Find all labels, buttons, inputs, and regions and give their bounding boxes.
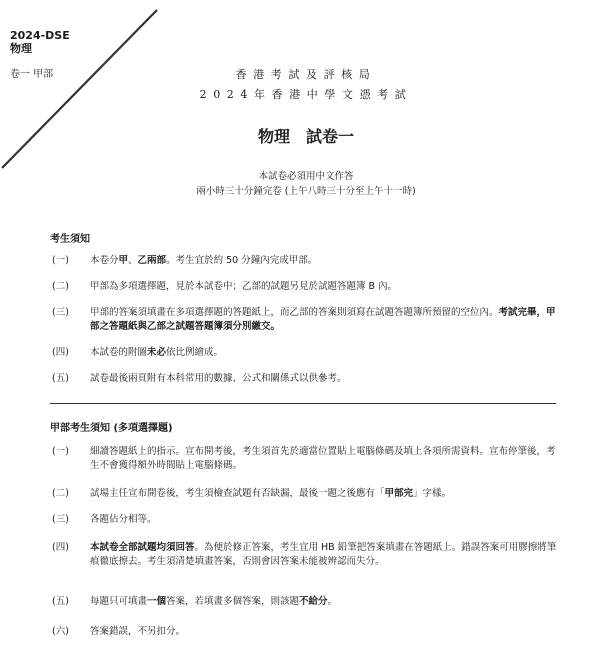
instruction-text-segment: 。為便於修正答案，考生宜用 HB 鉛筆把答案填畫在答題紙上。錯誤答案可用膠擦將筆痕徹底擦去。考生須清楚填畫答案，否則會因答案未能被辨認而失分。 bbox=[90, 542, 557, 567]
corner-exam-code: 2024-DSE bbox=[10, 29, 70, 42]
instruction-text bbox=[90, 595, 562, 609]
emphasis-text: 甲部完 bbox=[384, 488, 414, 499]
emphasis-text: 一個 bbox=[147, 596, 167, 607]
instruction-text-segment: 試場主任宣布開卷後，考生須檢查試題有否缺漏，最後一題之後應有「 bbox=[90, 488, 385, 499]
instruction-number: (二) bbox=[52, 488, 69, 499]
general-instructions-heading: 考生須知 bbox=[50, 234, 90, 245]
instruction-text bbox=[90, 625, 562, 639]
time-note: 兩小時三十分鐘完卷 (上午八時三十分至上午十一時) bbox=[196, 186, 416, 197]
instruction-text-segment: 甲部的答案須填畫在多項選擇題的答題紙上，而乙部的答案則須寫在試題答題簿所預留的空位內。 bbox=[90, 307, 499, 318]
instruction-text-segment: 。 bbox=[327, 596, 338, 607]
instruction-text-segment: 細讀答題紙上的指示。宣布開考後，考生須首先於適當位置貼上電腦條碼及填上各項所需資料。宣布停筆後，考生不會獲得額外時間貼上電腦條碼。 bbox=[90, 446, 556, 471]
paper-title: 物理 試卷一 bbox=[257, 127, 354, 146]
instruction-number: (六) bbox=[52, 626, 69, 637]
instruction-text bbox=[90, 254, 562, 268]
instruction-text-segment: 答案，若填畫多個答案，則該題 bbox=[166, 596, 300, 607]
instruction-number: (四) bbox=[52, 347, 69, 358]
instruction-item bbox=[52, 306, 562, 334]
emphasis-text: 本試卷全部試題均須回答 bbox=[90, 542, 195, 553]
instruction-text bbox=[90, 306, 562, 334]
instruction-item bbox=[52, 280, 562, 294]
instruction-text bbox=[90, 487, 562, 501]
instruction-item bbox=[52, 487, 562, 501]
instruction-text bbox=[90, 445, 562, 473]
instruction-text-segment: 」字樣。 bbox=[413, 488, 452, 499]
instruction-item bbox=[52, 625, 562, 639]
section-divider bbox=[50, 403, 556, 404]
instruction-text bbox=[90, 372, 562, 386]
language-note: 本試卷必須用中文作答 bbox=[258, 171, 354, 182]
instruction-text-segment: 各題佔分相等。 bbox=[90, 514, 157, 525]
instruction-text-segment: 本卷分 bbox=[90, 255, 119, 266]
emphasis-text: 未必 bbox=[147, 347, 167, 358]
instruction-number: (五) bbox=[52, 596, 69, 607]
corner-subject: 物理 bbox=[10, 42, 32, 55]
instruction-text-segment: 每題只可填畫 bbox=[90, 596, 148, 607]
instruction-item bbox=[52, 595, 562, 609]
instruction-text bbox=[90, 513, 562, 527]
instruction-number: (二) bbox=[52, 281, 69, 292]
instruction-text-segment: 甲部為多項選擇題，見於本試卷中；乙部的試題另見於試題答題簿 B 內。 bbox=[90, 281, 398, 292]
exam-name: 2024年香港中學文憑考試 bbox=[199, 88, 413, 101]
instruction-text-segment: 、 bbox=[128, 255, 138, 266]
instruction-item bbox=[52, 346, 562, 360]
mc-instructions-heading: 甲部考生須知 (多項選擇題) bbox=[50, 423, 173, 434]
instruction-number: (五) bbox=[52, 373, 69, 384]
emphasis-text: 不給分 bbox=[299, 596, 328, 607]
instruction-item bbox=[52, 372, 562, 386]
corner-paper: 卷一 甲部 bbox=[10, 69, 54, 80]
emphasis-text: 乙兩部 bbox=[137, 255, 167, 266]
instruction-item bbox=[52, 445, 562, 473]
instruction-text bbox=[90, 346, 562, 360]
instruction-number: (三) bbox=[52, 307, 69, 318]
instruction-text bbox=[90, 280, 562, 294]
instruction-number: (一) bbox=[52, 446, 69, 457]
instruction-number: (一) bbox=[52, 255, 69, 266]
emphasis-text: 考試完畢，甲部之答題紙與乙部之試題答題簿須分別繳交。 bbox=[90, 307, 556, 332]
instruction-text-segment: 試卷最後兩頁附有本科常用的數據、公式和關係式以供參考。 bbox=[90, 373, 347, 384]
instruction-number: (三) bbox=[52, 514, 69, 525]
instruction-text-segment: 依比例繪成。 bbox=[166, 347, 224, 358]
instruction-item bbox=[52, 254, 562, 268]
instruction-item bbox=[52, 541, 562, 569]
instruction-item bbox=[52, 513, 562, 527]
instruction-text-segment: 本試卷的附圖 bbox=[90, 347, 148, 358]
instruction-number: (四) bbox=[52, 542, 69, 553]
instruction-text-segment: 。考生宜於約 50 分鐘內完成甲部。 bbox=[166, 255, 318, 266]
emphasis-text: 甲 bbox=[118, 255, 129, 266]
instruction-text bbox=[90, 541, 562, 569]
exam-authority: 香港考試及評核局 bbox=[235, 68, 377, 81]
instruction-text-segment: 答案錯誤，不另扣分。 bbox=[90, 626, 186, 637]
